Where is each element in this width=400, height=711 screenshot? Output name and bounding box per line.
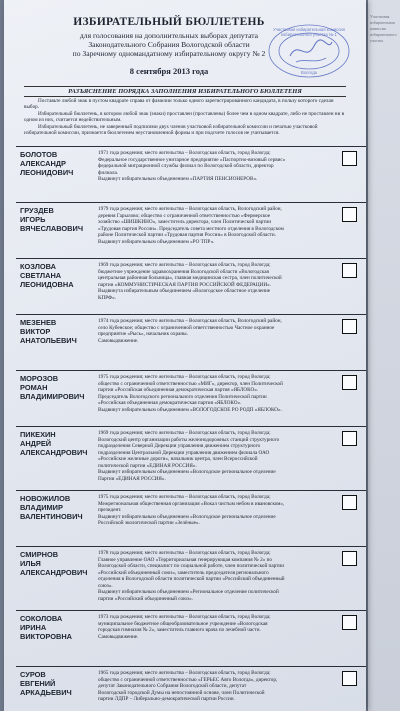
subtitle-line: Законодательного Собрания Вологодской области — [88, 40, 250, 49]
instruction-paragraph: Избирательный бюллетень, в котором любой знак (знаки) проставлен (проставлены) более чем в одном квадрате, либо не проставлен ни в одном из них, считается недействительным. — [24, 110, 345, 124]
vote-checkbox[interactable] — [342, 431, 357, 446]
vote-checkbox[interactable] — [342, 615, 357, 630]
candidate-info: 1975 года рождения; место жительства – Вологодская область, город Вологда; Межрегиональная общественная организация «Вокал чистым небом в ивановском», президент. Выдвинут избирательным объединением «Вологодское региональное отделение Российской экологической партии «Зелёные». — [98, 494, 285, 526]
subtitle-line: для голосования на дополнительных выборах депутата — [79, 31, 259, 40]
candidate-info: 1978 года рождения; место жительства – Вологодская область, город Вологда; Главное управление ОАО «Территориальная генерирующая компания № 2» по Вологодской области, специалист по социальной работе, член политической партии «Российский объединенный союз», заместитель председателя регионального отделения в Вологодской области политической партии «Российский объединенный союз». Выдвинут избирательным объединением «Региональное отделение политической партии «Российский объединенный союз». — [98, 550, 285, 602]
candidate-row — [16, 314, 366, 371]
candidate-info: 1974 года рождения; место жительства – Вологодская область, Вологодский район, село Кубенское; общество с ограниченной ответственностью Частное охранное предприятие «Рысь», начальник охраны. Самовыдвижение. — [98, 318, 282, 344]
vote-checkbox[interactable] — [342, 319, 357, 334]
vote-checkbox[interactable] — [342, 151, 357, 166]
instructions-heading: РАЗЪЯСНЕНИЕ ПОРЯДКА ЗАПОЛНЕНИЯ ИЗБИРАТЕЛЬНОГО БЮЛЛЕТЕНЯ — [24, 86, 346, 97]
candidate-name: ГРУЗДЕВ ИГОРЬ ВЯЧЕСЛАВОВИЧ — [20, 206, 84, 234]
instruction-paragraph: Поставьте любой знак в пустом квадрате справа от фамилии только одного зарегистрированного кандидата, в пользу которого сделан выбор. — [24, 98, 334, 111]
vote-checkbox[interactable] — [342, 263, 357, 278]
vote-checkbox[interactable] — [342, 495, 357, 510]
candidate-row — [16, 490, 366, 547]
candidate-row — [16, 258, 366, 315]
candidate-info: 1975 года рождения; место жительства – Вологодская область, город Вологда; общество с ограниченной ответственностью «МИГ», директор, член Политической партии «Российская объединенная демократическая партия «ЯБЛОКО». Председатель Вологодского регионального отделения Политической партии «Российская объединенная демократическая партия «ЯБЛОКО». Выдвинут избирательным объединением «ВОЛОГОДСКОЕ РО РОДП «ЯБЛОКО». — [98, 374, 283, 413]
election-date: 8 сентября 2013 года — [129, 66, 209, 76]
candidate-row — [16, 370, 366, 427]
candidate-name: БОЛОТОВ АЛЕКСАНДР ЛЕОНИДОВИЧ — [20, 150, 74, 178]
stamp-text: избирательного участка № 1 — [281, 32, 337, 37]
vote-checkbox[interactable] — [342, 375, 357, 390]
ballot-sheet — [4, 0, 366, 711]
candidate-name: МОРОЗОВ РОМАН ВЛАДИМИРОВИЧ — [20, 374, 85, 402]
vote-checkbox[interactable] — [342, 207, 357, 222]
instruction-paragraph: Избирательный бюллетень, не заверенный подписями двух членов участковой избирательной комиссии и печатью участковой избирательной комиссии, признается бюллетенем неустановленной формы и при подсчете голосов не учитывается. — [24, 123, 318, 137]
candidate-row — [16, 146, 366, 203]
stamp-text: Вологда — [301, 70, 317, 75]
candidate-name: СОКОЛОВА ИРИНА ВИКТОРОВНА — [20, 614, 73, 642]
candidate-row — [16, 666, 366, 711]
vote-checkbox[interactable] — [342, 671, 357, 686]
subtitle-line: по Заречному одномандатному избирательному округу № 2 — [72, 49, 266, 58]
candidate-name: ПИКЕХИН АНДРЕЙ АЛЕКСАНДРОВИЧ — [20, 430, 88, 458]
adjacent-sheet-text: Участковая избирательная комиссия избирательного участка — [370, 14, 397, 43]
candidate-info: 1965 года рождения; место жительства – Вологодская область, город Вологда; общество с ограниченной ответственностью «ГЕРЬЕС Авто Вологда», директор, депутат Законодательного Собрания Вологодской области, депутат Вологодской городской Думы на непостоянной основе, член Политической партии ЛДПР – Либерально-демократической партии России. — [98, 670, 278, 702]
candidate-info: 1979 года рождения; место жительства – Вологодская область, Вологодский район, деревня Гарылово; общество с ограниченной ответственностью «Фермерское хозяйство «ШИШКИНО», заместитель директора, член Политической партии «Трудовая партия России». Председатель совета местного отделения в Вологодском районе Политической партии «Трудовая партия России» в Вологодской области. Выдвинут избирательным объединением «РО ТПР». — [98, 206, 284, 245]
candidate-name: СМИРНОВ ИЛЬЯ АЛЕКСАНДРОВИЧ — [20, 550, 88, 578]
candidate-info: 1973 года рождения; место жительства – Вологодская область, город Вологда; муниципальное бюджетное общеобразовательное учреждение «Вологодская городская гимназия № 2», заместитель главного врача по лечебной части. Самовыдвижение. — [98, 614, 271, 640]
candidate-info: 1969 года рождения; место жительства – Вологодская область, город Вологда; Вологодский центр организации работы железнодорожных станций структурного подразделения Северной Дирекции управления движением структурного подразделения Центральной Дирекции управления движением филиала ОАО «Российские железные дороги», начальник центра, член Всероссийской политической партии «ЕДИНАЯ РОССИЯ». Выдвинут избирательным объединением «Вологодское региональное отделение Партии «ЕДИНАЯ РОССИЯ». — [98, 430, 280, 482]
candidate-name: КОЗЛОВА СВЕТЛАНА ЛЕОНИДОВНА — [20, 262, 74, 290]
ballot-title: ИЗБИРАТЕЛЬНЫЙ БЮЛЛЕТЕНЬ — [73, 16, 265, 28]
candidate-name: СУРОВ ЕВГЕНИЙ АРКАДЬЕВИЧ — [20, 670, 72, 698]
ballot-subtitle — [44, 31, 294, 58]
candidate-name: МЕЗЕНЕВ ВИКТОР АНАТОЛЬЕВИЧ — [20, 318, 77, 346]
candidate-row — [16, 202, 366, 259]
stamp-text: Участковая избирательная комиссия — [273, 27, 345, 32]
adjacent-sheet — [368, 0, 400, 711]
commission-stamp — [266, 22, 352, 80]
instructions — [24, 98, 346, 136]
candidate-row — [16, 426, 366, 491]
vote-checkbox[interactable] — [342, 551, 357, 566]
candidate-info: 1969 года рождения; место жительства – Вологодская область, город Вологда; бюджетное учреждение здравоохранения Вологодской области «Вологодская центральная районная больница», главная медицинская сестра, член политической партии «КОММУНИСТИЧЕСКАЯ ПАРТИЯ РОССИЙСКОЙ ФЕДЕРАЦИИ». Выдвинута избирательным объединением «Вологодское областное отделение КПРФ». — [98, 262, 282, 301]
candidate-row — [16, 610, 366, 667]
candidate-name: НОВОЖИЛОВ ВЛАДИМИР ВАЛЕНТИНОВИЧ — [20, 494, 83, 522]
candidate-row — [16, 546, 366, 611]
candidate-info: 1971 года рождения; место жительства – Вологодская область, город Вологда; Федеральное государственное унитарное предприятие «Паспортно-визовый сервис» федеральной миграционной службы филиал по Вологодской области, директор филиала. Выдвинут избирательным объединением «ПАРТИЯ ПЕНСИОНЕРОВ». — [98, 150, 286, 182]
